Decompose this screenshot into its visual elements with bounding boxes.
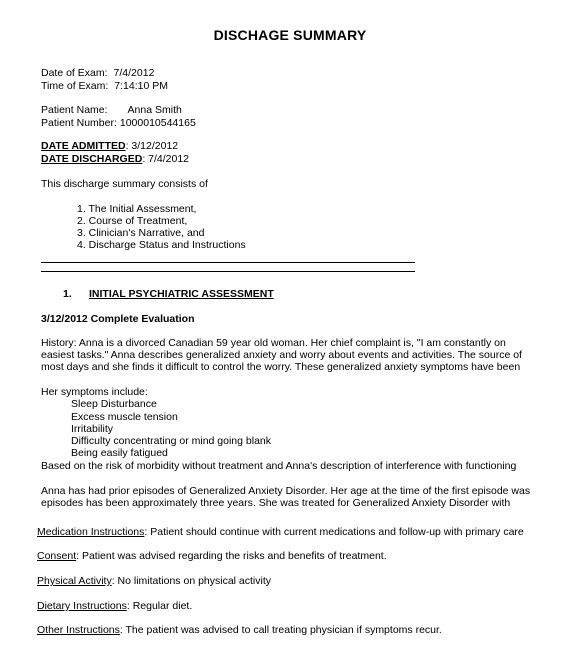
symptom-item: Being easily fatigued bbox=[71, 447, 168, 459]
instruction-text: : Patient should continue with current medications and follow-up with primary care bbox=[144, 526, 524, 538]
contents-item: 4. Discharge Status and Instructions bbox=[77, 239, 246, 251]
contents-item: 1. The Initial Assessment, bbox=[77, 203, 197, 215]
divider-line bbox=[41, 271, 415, 272]
contents-item: 2. Course of Treatment, bbox=[77, 215, 188, 227]
exam-date-row bbox=[41, 67, 154, 80]
instruction-label: Other Instructions bbox=[37, 624, 120, 636]
history-line: History: Anna is a divorced Canadian 59 year old woman. Her chief complaint is, "I am constantly on bbox=[41, 337, 506, 349]
exam-time-row bbox=[41, 80, 168, 93]
contents-item: 3. Clinician's Narrative, and bbox=[77, 227, 205, 239]
symptom-item: Irritability bbox=[71, 423, 114, 435]
exam-time-value: 7:14:10 PM bbox=[114, 80, 168, 92]
other-instructions bbox=[37, 624, 442, 637]
medication-instructions bbox=[37, 526, 524, 539]
instruction-label: Physical Activity bbox=[37, 575, 112, 587]
patient-name-label: Patient Name: bbox=[41, 104, 108, 116]
exam-date-label: Date of Exam: bbox=[41, 67, 108, 79]
history-line: easiest tasks." Anna describes generalized anxiety and worry about events and activities. The source of bbox=[41, 349, 522, 361]
prior-episodes-line: episodes has been approximately three years. She was treated for Generalized Anxiety Disorder with bbox=[41, 497, 511, 509]
document-title: DISCHAGE SUMMARY bbox=[213, 27, 367, 43]
instruction-label: Consent bbox=[37, 550, 77, 562]
history-line: most days and she finds it difficult to control the worry. These generalized anxiety symptoms have been bbox=[41, 361, 521, 373]
exam-time-label: Time of Exam: bbox=[41, 80, 109, 92]
evaluation-subheading: 3/12/2012 Complete Evaluation bbox=[41, 313, 195, 325]
date-admitted-row bbox=[41, 140, 178, 153]
instruction-text: : Regular diet. bbox=[126, 600, 193, 612]
patient-name-value: Anna Smith bbox=[127, 104, 182, 116]
symptom-item: Sleep Disturbance bbox=[71, 398, 157, 410]
dietary-instructions bbox=[37, 600, 192, 613]
physical-activity-instructions bbox=[37, 575, 271, 588]
risk-line: Based on the risk of morbidity without treatment and Anna's description of interference with functioning bbox=[41, 460, 517, 472]
date-admitted-value: : 3/12/2012 bbox=[125, 140, 179, 152]
consent-instructions bbox=[37, 550, 387, 563]
exam-date-value: 7/4/2012 bbox=[113, 67, 155, 79]
date-discharged-label: DATE DISCHARGED bbox=[41, 153, 143, 165]
patient-name-row bbox=[41, 104, 182, 117]
symptom-item: Excess muscle tension bbox=[71, 411, 178, 423]
symptom-item: Difficulty concentrating or mind going blank bbox=[71, 435, 271, 447]
patient-number-row bbox=[41, 117, 196, 130]
instruction-text: : The patient was advised to call treating physician if symptoms recur. bbox=[119, 624, 442, 636]
instruction-text: : Patient was advised regarding the risks and benefits of treatment. bbox=[76, 550, 387, 562]
date-discharged-row bbox=[41, 153, 189, 166]
prior-episodes-line: Anna has had prior episodes of Generalized Anxiety Disorder. Her age at the time of the first episode was bbox=[41, 485, 531, 497]
instruction-label: Dietary Instructions bbox=[37, 600, 127, 612]
section-title: INITIAL PSYCHIATRIC ASSESSMENT bbox=[89, 288, 274, 300]
instruction-text: : No limitations on physical activity bbox=[111, 575, 272, 587]
patient-number-label: Patient Number: bbox=[41, 117, 117, 129]
divider-line bbox=[41, 262, 415, 263]
date-admitted-label: DATE ADMITTED bbox=[41, 140, 126, 152]
section-number: 1. bbox=[63, 288, 72, 300]
patient-number-value: 1000010544165 bbox=[119, 117, 196, 129]
summary-intro: This discharge summary consists of bbox=[41, 178, 208, 190]
symptoms-intro: Her symptoms include: bbox=[41, 386, 148, 398]
instruction-label: Medication Instructions bbox=[37, 526, 145, 538]
date-discharged-value: : 7/4/2012 bbox=[142, 153, 190, 165]
